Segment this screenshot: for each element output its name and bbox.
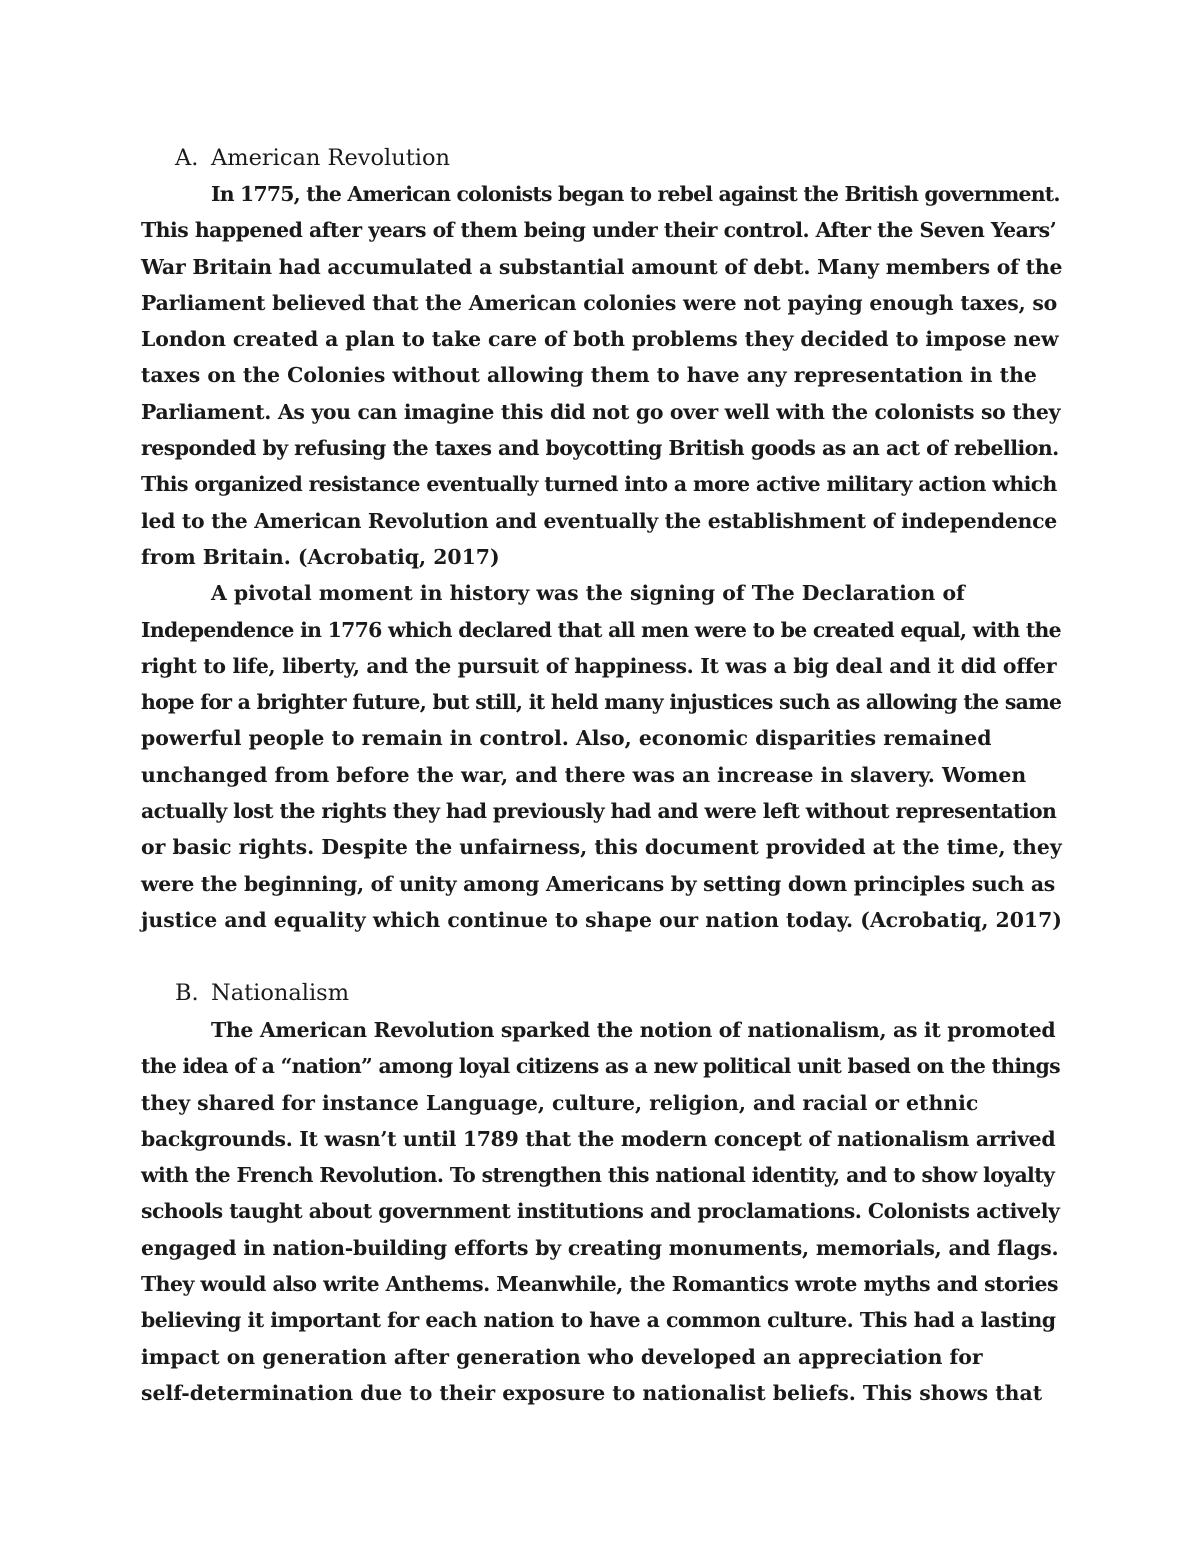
paragraph-line: self-determination due to their exposure to nationalist beliefs. This shows that: [141, 1380, 1043, 1405]
paragraph-line: taxes on the Colonies without allowing them to have any representation in the: [141, 363, 1037, 388]
paragraph-line: were the beginning, of unity among Americans by setting down principles such as: [141, 871, 1055, 896]
section-title: American Revolution: [211, 145, 450, 171]
paragraph: [141, 176, 1061, 575]
paragraph-line: Parliament believed that the American colonies were not paying enough taxes, so: [141, 290, 1058, 315]
paragraph-line: actually lost the rights they had previously had and were left without representation: [141, 799, 1057, 824]
paragraph-line: led to the American Revolution and eventually the establishment of independence: [141, 508, 1057, 533]
paragraph-line: This organized resistance eventually turned into a more active military action which: [141, 472, 1057, 497]
paragraph-line: the idea of a “nation” among loyal citizens as a new political unit based on the things: [141, 1054, 1060, 1079]
paragraph-line: They would also write Anthems. Meanwhile, the Romantics wrote myths and stories: [141, 1272, 1059, 1297]
paragraph-line: powerful people to remain in control. Also, economic disparities remained: [141, 726, 992, 751]
section-marker: B.: [175, 980, 199, 1006]
paragraph-line: right to life, liberty, and the pursuit of happiness. It was a big deal and it did offer: [141, 653, 1057, 678]
paragraph: [141, 1012, 1061, 1411]
section-title: Nationalism: [211, 980, 350, 1006]
section-body-nationalism: [141, 1012, 1061, 1411]
paragraph-line: responded by refusing the taxes and boycotting British goods as an act of rebellion.: [141, 436, 1059, 461]
section-heading-american-revolution: [175, 140, 450, 176]
section-marker: A.: [175, 145, 199, 171]
paragraph-line: from Britain. (Acrobatiq, 2017): [141, 544, 500, 569]
paragraph-line: hope for a brighter future, but still, it held many injustices such as allowing the same: [141, 690, 1062, 715]
paragraph-line: In 1775, the American colonists began to rebel against the British government.: [211, 182, 1060, 206]
paragraph-line: justice and equality which continue to shape our nation today. (Acrobatiq, 2017): [141, 907, 1062, 932]
paragraph-line: Parliament. As you can imagine this did not go over well with the colonists so they: [141, 399, 1061, 424]
paragraph-line: War Britain had accumulated a substantial amount of debt. Many members of the: [141, 254, 1063, 279]
section-heading-nationalism: [175, 975, 349, 1011]
paragraph-line: they shared for instance Language, culture, religion, and racial or ethnic: [141, 1090, 979, 1115]
paragraph-line: with the French Revolution. To strengthen this national identity, and to show loyalty: [141, 1163, 1055, 1188]
paragraph-line: unchanged from before the war, and there was an increase in slavery. Women: [141, 762, 1027, 787]
paragraph-line: A pivotal moment in history was the signing of The Declaration of: [211, 581, 965, 606]
paragraph-line: believing it important for each nation to have a common culture. This had a lasting: [141, 1308, 1056, 1333]
paragraph: [141, 575, 1061, 938]
paragraph-line: London created a plan to take care of both problems they decided to impose new: [141, 327, 1059, 352]
paragraph-line: This happened after years of them being under their control. After the Seven Years’: [141, 218, 1057, 243]
paragraph-line: The American Revolution sparked the notion of nationalism, as it promoted: [211, 1018, 1056, 1042]
paragraph-line: engaged in nation-building efforts by creating monuments, memorials, and flags.: [141, 1235, 1059, 1260]
section-body-american-revolution: [141, 176, 1061, 938]
paragraph-line: schools taught about government institutions and proclamations. Colonists actively: [141, 1199, 1060, 1224]
paragraph-line: impact on generation after generation who developed an appreciation for: [141, 1344, 983, 1369]
paragraph-line: Independence in 1776 which declared that all men were to be created equal, with the: [141, 617, 1061, 642]
paragraph-line: or basic rights. Despite the unfairness, this document provided at the time, they: [141, 835, 1062, 860]
paragraph-line: backgrounds. It wasn’t until 1789 that the modern concept of nationalism arrived: [141, 1126, 1056, 1151]
